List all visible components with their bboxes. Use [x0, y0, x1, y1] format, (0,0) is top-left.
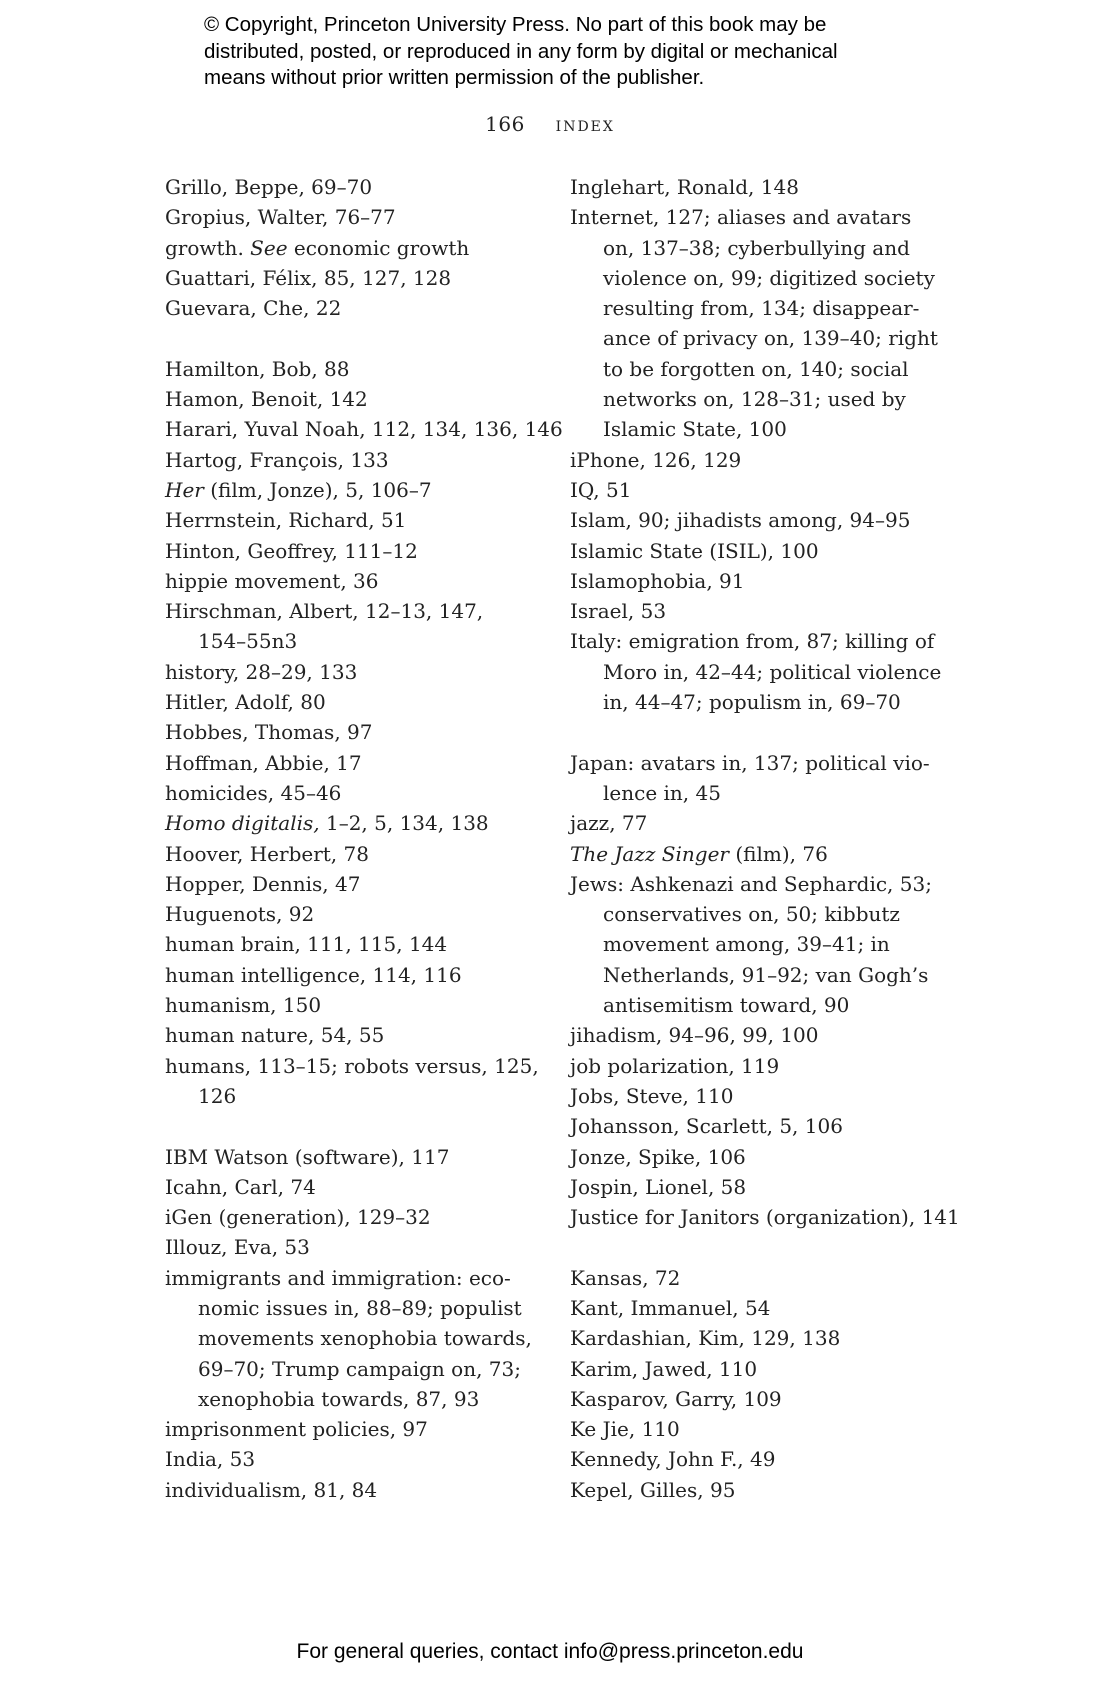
- index-entry: [165, 1475, 560, 1505]
- index-entry: [165, 293, 560, 323]
- index-entry-continuation: [570, 687, 970, 717]
- index-entry: [165, 1414, 560, 1444]
- index-entry: [165, 717, 560, 747]
- index-entry-text: human nature, 54, 55: [165, 1023, 385, 1048]
- index-entry-text: homicides, 45–46: [165, 780, 342, 805]
- index-entry-text: job polarization, 119: [570, 1053, 780, 1078]
- index-entry-text: Hopper, Dennis, 47: [165, 871, 361, 896]
- index-entry-continuation: [570, 293, 970, 323]
- index-entry: [165, 687, 560, 717]
- index-entry-text: Hitler, Adolf, 80: [165, 690, 326, 715]
- index-entry-text: Internet, 127; aliases and avatars: [570, 205, 912, 230]
- index-entry: [570, 1111, 970, 1141]
- page-number: 166: [485, 112, 525, 136]
- copyright-notice: [204, 12, 964, 92]
- index-entry-continuation: [165, 1293, 560, 1323]
- index-entry-text: Japan: avatars in, 137; political vio-: [570, 750, 930, 775]
- index-entry: [165, 233, 560, 263]
- index-entry: [165, 475, 560, 505]
- index-entry: [570, 748, 970, 778]
- index-entry: [570, 1263, 970, 1293]
- index-entry: [570, 1354, 970, 1384]
- index-entry-text: Hamon, Benoit, 142: [165, 387, 368, 412]
- index-entry: [165, 445, 560, 475]
- index-entry: [165, 263, 560, 293]
- index-entry-text: Kansas, 72: [570, 1265, 681, 1290]
- index-entry-text: Hoover, Herbert, 78: [165, 841, 369, 866]
- index-entry: [570, 1414, 970, 1444]
- index-entry-text: humans, 113–15; robots versus, 125,: [165, 1053, 539, 1078]
- index-entry-text: Islam, 90; jihadists among, 94–95: [570, 508, 911, 533]
- index-entry-text: IBM Watson (software), 117: [165, 1144, 450, 1169]
- index-entry-text: Hobbes, Thomas, 97: [165, 720, 373, 745]
- index-entry-text: iPhone, 126, 129: [570, 447, 742, 472]
- index-entry: [165, 1444, 560, 1474]
- index-entry: [570, 1444, 970, 1474]
- index-entry: [165, 960, 560, 990]
- index-entry-text: Moro in, 42–44; political violence: [603, 659, 942, 684]
- index-entry-text: 69–70; Trump campaign on, 73;: [198, 1356, 521, 1381]
- index-entry: [165, 566, 560, 596]
- index-entry-text: on, 137–38; cyberbullying and: [603, 235, 910, 260]
- index-entry-text: resulting from, 134; disappear-: [603, 296, 920, 321]
- running-head: [0, 112, 1100, 136]
- index-entry-text: Jobs, Steve, 110: [570, 1083, 734, 1108]
- index-entry-text: Kasparov, Garry, 109: [570, 1386, 782, 1411]
- index-entry-text: Harari, Yuval Noah, 112, 134, 136, 146: [165, 417, 563, 442]
- index-entry-continuation: [570, 778, 970, 808]
- index-entry: [570, 1051, 970, 1081]
- index-entry-text: Huguenots, 92: [165, 902, 315, 927]
- index-entry-text: 126: [198, 1083, 237, 1108]
- index-entry: [165, 1142, 560, 1172]
- index-entry-text: (film), 76: [728, 841, 828, 866]
- index-entry-continuation: [165, 1384, 560, 1414]
- index-entry-text: in, 44–47; populism in, 69–70: [603, 690, 901, 715]
- index-entry: [165, 414, 563, 444]
- copyright-line: means without prior written permission of the publisher.: [204, 66, 705, 89]
- index-entry-continuation: [570, 960, 970, 990]
- index-entry: [165, 1202, 560, 1232]
- index-entry: [570, 1384, 970, 1414]
- index-entry-text: economic growth: [287, 235, 470, 260]
- index-entry: [570, 566, 970, 596]
- index-entry: [570, 626, 970, 656]
- index-entry-text: jazz, 77: [570, 811, 648, 836]
- index-entry-italic-text: See: [250, 235, 288, 260]
- index-entry-text: India, 53: [165, 1447, 256, 1472]
- index-entry-text: Kant, Immanuel, 54: [570, 1295, 771, 1320]
- index-spacer: [570, 717, 970, 747]
- index-entry-continuation: [165, 1354, 560, 1384]
- index-entry: [165, 384, 560, 414]
- index-entry-text: Kardashian, Kim, 129, 138: [570, 1326, 841, 1351]
- index-entry-continuation: [570, 354, 970, 384]
- index-entry: [165, 899, 560, 929]
- index-entry-text: human intelligence, 114, 116: [165, 962, 462, 987]
- index-entry-continuation: [570, 899, 970, 929]
- index-entry-continuation: [165, 626, 560, 656]
- index-entry-text: Justice for Janitors (organization), 141: [570, 1205, 960, 1230]
- index-entry-text: Grillo, Beppe, 69–70: [165, 175, 373, 199]
- index-entry: [165, 808, 560, 838]
- footer-contact: For general queries, contact info@press.princeton.edu: [296, 1640, 804, 1663]
- index-entry: [165, 748, 560, 778]
- index-entry: [570, 445, 970, 475]
- index-entry-continuation: [570, 990, 970, 1020]
- index-entry-text: Ke Jie, 110: [570, 1417, 680, 1442]
- index-entry: [165, 172, 560, 202]
- index-spacer: [570, 1232, 970, 1262]
- index-entry-text: lence in, 45: [603, 780, 721, 805]
- index-entry-text: Islamic State, 100: [603, 417, 787, 442]
- index-entry-text: Jospin, Lionel, 58: [570, 1174, 747, 1199]
- index-entry-text: Italy: emigration from, 87; killing of: [570, 629, 935, 654]
- index-entry: [570, 505, 970, 535]
- section-title: index: [555, 112, 615, 136]
- index-entry-text: Guattari, Félix, 85, 127, 128: [165, 265, 452, 290]
- index-entry-text: Hartog, François, 133: [165, 447, 389, 472]
- index-entry-text: Illouz, Eva, 53: [165, 1235, 310, 1260]
- index-entry: [165, 202, 560, 232]
- index-entry-continuation: [165, 1081, 560, 1111]
- index-entry: [570, 1475, 970, 1505]
- index-entry: [165, 505, 560, 535]
- index-entry-text: Jonze, Spike, 106: [570, 1144, 746, 1169]
- index-entry-text: humanism, 150: [165, 993, 322, 1018]
- index-entry-text: Guevara, Che, 22: [165, 296, 342, 321]
- index-column-left: [165, 172, 563, 1505]
- index-entry-text: Hinton, Geoffrey, 111–12: [165, 538, 418, 563]
- index-entry-continuation: [570, 929, 970, 959]
- index-entry-text: Hirschman, Albert, 12–13, 147,: [165, 599, 484, 624]
- index-entry: [165, 354, 560, 384]
- index-entry: [165, 1051, 560, 1081]
- index-entry-text: imprisonment policies, 97: [165, 1417, 428, 1442]
- index-entry: [570, 1293, 970, 1323]
- index-entry: [570, 172, 970, 202]
- index-entry-text: movements xenophobia towards,: [198, 1326, 532, 1351]
- index-entry-text: history, 28–29, 133: [165, 659, 358, 684]
- index-entry-text: Icahn, Carl, 74: [165, 1174, 316, 1199]
- index-entry-text: IQ, 51: [570, 477, 632, 502]
- index-entry-continuation: [570, 263, 970, 293]
- index-entry-italic-text: The Jazz Singer: [570, 841, 729, 866]
- index-entry-continuation: [570, 657, 970, 687]
- index-entry-text: Jews: Ashkenazi and Sephardic, 53;: [570, 871, 932, 896]
- index-entry-text: hippie movement, 36: [165, 568, 379, 593]
- index-entry-text: growth.: [165, 235, 251, 260]
- index-entry-text: networks on, 128–31; used by: [603, 387, 906, 412]
- index-entry-continuation: [570, 414, 970, 444]
- index-entry: [165, 990, 560, 1020]
- index-entry-text: Kepel, Gilles, 95: [570, 1477, 736, 1502]
- index-entry-text: to be forgotten on, 140; social: [603, 356, 909, 381]
- index-entry-text: Islamic State (ISIL), 100: [570, 538, 819, 563]
- index-entry-text: conservatives on, 50; kibbutz: [603, 902, 900, 927]
- index-entry: [165, 869, 560, 899]
- index-entry: [165, 1232, 560, 1262]
- index-entry: [165, 929, 560, 959]
- index-entry: [165, 1263, 560, 1293]
- index-entry-text: violence on, 99; digitized society: [603, 265, 935, 290]
- index-entry-text: individualism, 81, 84: [165, 1477, 378, 1502]
- index-entry-continuation: [570, 384, 970, 414]
- index-entry-text: movement among, 39–41; in: [603, 932, 890, 957]
- index-entry-text: Gropius, Walter, 76–77: [165, 205, 396, 230]
- index-entry-continuation: [570, 233, 970, 263]
- copyright-line: © Copyright, Princeton University Press. No part of this book may be: [204, 13, 827, 36]
- index-entry-continuation: [165, 1323, 560, 1353]
- index-entry-text: jihadism, 94–96, 99, 100: [570, 1023, 819, 1048]
- index-entry: [570, 1172, 970, 1202]
- index-entry-text: Islamophobia, 91: [570, 568, 745, 593]
- index-entry-text: Karim, Jawed, 110: [570, 1356, 758, 1381]
- index-entry-text: ance of privacy on, 139–40; right: [603, 326, 938, 351]
- index-entry-text: Inglehart, Ronald, 148: [570, 175, 799, 199]
- index-entry: [570, 1081, 970, 1111]
- index-entry: [165, 536, 560, 566]
- index-entry: [570, 1323, 970, 1353]
- index-entry: [570, 475, 970, 505]
- index-entry-text: Herrnstein, Richard, 51: [165, 508, 407, 533]
- index-entry-text: (film, Jonze), 5, 106–7: [203, 477, 432, 502]
- index-entry-text: immigrants and immigration: eco-: [165, 1265, 511, 1290]
- index-entry-italic-text: Her: [165, 477, 204, 502]
- index-entry-text: human brain, 111, 115, 144: [165, 932, 448, 957]
- index-spacer: [165, 1111, 560, 1141]
- index-entry: [570, 1142, 970, 1172]
- index-entry: [570, 596, 970, 626]
- index-entry: [570, 808, 970, 838]
- index-entry-text: 154–55n3: [198, 629, 298, 654]
- index-entry-italic-text: Homo digitalis,: [165, 811, 320, 836]
- index-entry-text: antisemitism toward, 90: [603, 993, 850, 1018]
- index-column-right: [570, 172, 970, 1505]
- index-entry: [165, 657, 560, 687]
- index-entry: [570, 839, 970, 869]
- index-spacer: [165, 323, 560, 353]
- index-entry-text: Hamilton, Bob, 88: [165, 356, 350, 381]
- index-entry: [165, 1172, 560, 1202]
- index-entry-text: xenophobia towards, 87, 93: [198, 1386, 480, 1411]
- index-entry-text: nomic issues in, 88–89; populist: [198, 1295, 522, 1320]
- index-entry-text: Israel, 53: [570, 599, 667, 624]
- index-entry: [570, 1020, 970, 1050]
- index-entry-text: Kennedy, John F., 49: [570, 1447, 776, 1472]
- index-entry-text: iGen (generation), 129–32: [165, 1205, 431, 1230]
- index-entry: [570, 202, 970, 232]
- index-entry-text: Netherlands, 91–92; van Gogh’s: [603, 962, 929, 987]
- copyright-line: distributed, posted, or reproduced in any form by digital or mechanical: [204, 39, 838, 63]
- index-entry-continuation: [570, 323, 970, 353]
- index-entry: [570, 536, 970, 566]
- index-entry: [570, 1202, 970, 1232]
- index-entry: [165, 839, 560, 869]
- index-entry: [165, 778, 560, 808]
- index-entry: [570, 869, 970, 899]
- index-entry-text: Hoffman, Abbie, 17: [165, 750, 362, 775]
- index-entry: [165, 1020, 560, 1050]
- index-entry: [165, 596, 560, 626]
- index-entry-text: Johansson, Scarlett, 5, 106: [570, 1114, 843, 1139]
- index-entry-text: 1–2, 5, 134, 138: [319, 811, 489, 836]
